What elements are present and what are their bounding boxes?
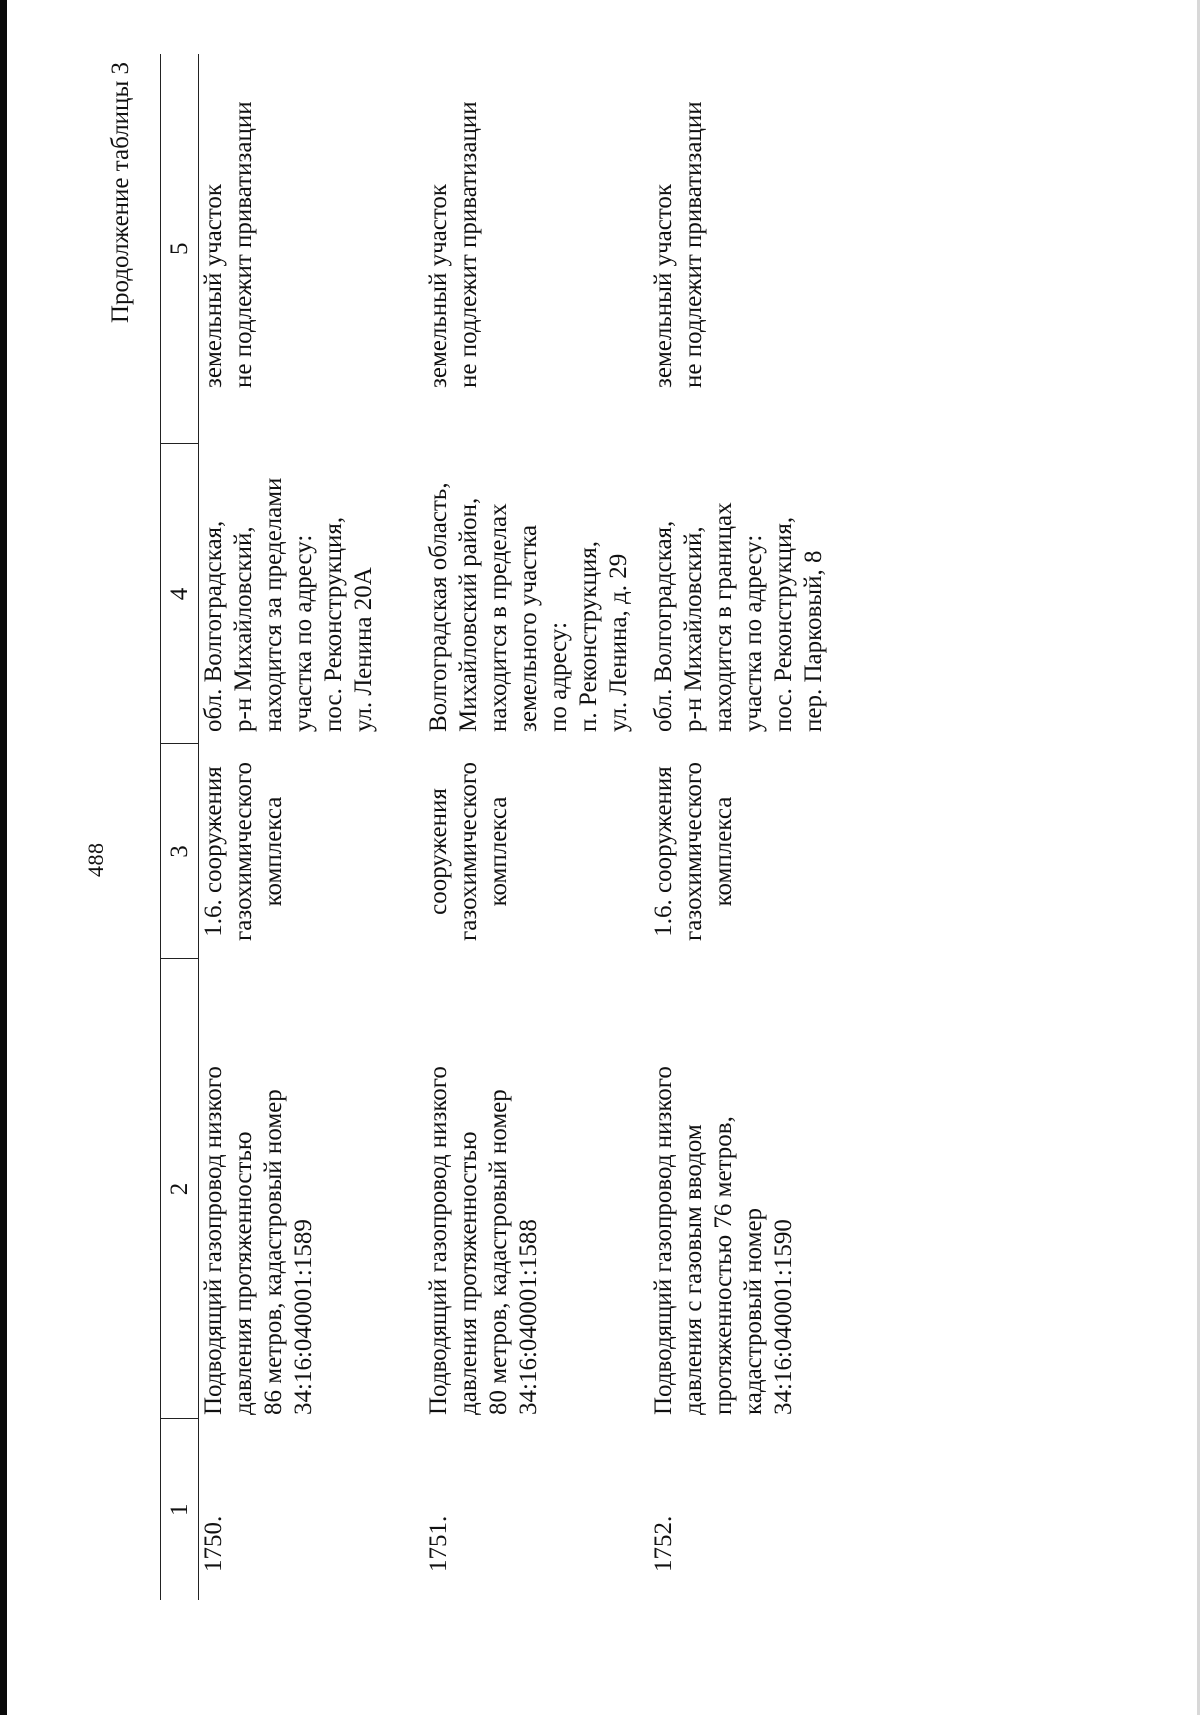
category-line: газохимического [230, 762, 257, 941]
object-name-line: 34:16:040001:1590 [770, 1219, 797, 1415]
address-line: обл. Волгоградская, [650, 520, 677, 732]
object-name-cell [199, 959, 425, 1419]
address-line: пер. Парковый, 8 [800, 550, 827, 732]
address-line: Михайловский район, [455, 497, 482, 732]
row-number-cell [199, 1419, 425, 1600]
property-table [160, 54, 874, 1600]
address-line: р-н Михайловский, [230, 526, 257, 732]
address-line: участка по адресу: [290, 534, 317, 732]
category-line: сооружения [425, 788, 452, 915]
note-cell [424, 54, 649, 444]
object-name-line: 86 метров, кадастровый номер [260, 1089, 287, 1415]
address-line: по адресу: [545, 621, 572, 732]
object-name-line: давления протяженностью [230, 1131, 257, 1415]
table-header-row [161, 54, 199, 1600]
category-line: комплекса [260, 796, 287, 907]
table-row [424, 54, 649, 1600]
header-col-5: 5 [161, 54, 199, 444]
category-cell [199, 744, 425, 959]
category-line: комплекса [710, 796, 737, 907]
object-name-line: Подводящий газопровод низкого [425, 1066, 452, 1415]
object-name-cell [424, 959, 649, 1419]
object-name-line: протяженностью 76 метров, [710, 1116, 737, 1415]
address-cell [199, 444, 425, 744]
page-number: 488 [83, 842, 108, 877]
note-line: земельный участок [200, 183, 227, 388]
note-cell [649, 54, 874, 444]
table-row [199, 54, 425, 1600]
address-line: обл. Волгоградская, [200, 520, 227, 732]
row-number-cell [424, 1419, 649, 1600]
address-line: ул. Ленина, д. 29 [605, 553, 632, 732]
note-cell [199, 54, 425, 444]
header-col-2: 2 [161, 959, 199, 1419]
category-line: 1.6. сооружения [200, 766, 227, 937]
object-name-line: Подводящий газопровод низкого [650, 1066, 677, 1415]
address-cell [649, 444, 874, 744]
row-number-cell [649, 1419, 874, 1600]
row-number: 1750. [200, 1515, 227, 1572]
address-line: ул. Ленина 20А [350, 567, 377, 732]
category-line: газохимического [680, 762, 707, 941]
category-cell [424, 744, 649, 959]
table-continuation-caption: Продолжение таблицы 3 [107, 62, 134, 324]
address-line: п. Реконструкция, [575, 541, 602, 732]
object-name-cell [649, 959, 874, 1419]
object-name-line: 80 метров, кадастровый номер [485, 1089, 512, 1415]
table-row [649, 54, 874, 1600]
row-number: 1752. [650, 1515, 677, 1572]
category-line: комплекса [485, 796, 512, 907]
note-line: земельный участок [650, 183, 677, 388]
header-col-3: 3 [161, 744, 199, 959]
row-number: 1751. [425, 1515, 452, 1572]
note-line: не подлежит приватизации [680, 101, 707, 388]
note-line: земельный участок [425, 183, 452, 388]
address-line: участка по адресу: [740, 534, 767, 732]
address-line: пос. Реконструкция, [770, 516, 797, 732]
object-name-line: Подводящий газопровод низкого [200, 1066, 227, 1415]
address-line: находится в пределах [485, 503, 512, 732]
header-col-4: 4 [161, 444, 199, 744]
object-name-line: кадастровый номер [740, 1207, 767, 1415]
category-line: 1.6. сооружения [650, 766, 677, 937]
address-line: находится за пределами [260, 477, 287, 732]
object-name-line: 34:16:040001:1589 [290, 1219, 317, 1415]
category-cell [649, 744, 874, 959]
header-col-1: 1 [161, 1419, 199, 1600]
object-name-line: давления с газовым вводом [680, 1124, 707, 1415]
note-line: не подлежит приватизации [455, 101, 482, 388]
object-name-line: давления протяженностью [455, 1131, 482, 1415]
note-line: не подлежит приватизации [230, 101, 257, 388]
object-name-line: 34:16:040001:1588 [515, 1219, 542, 1415]
address-line: пос. Реконструкция, [320, 516, 347, 732]
address-line: земельного участка [515, 524, 542, 732]
category-line: газохимического [455, 762, 482, 941]
address-line: Волгоградская область, [425, 482, 452, 732]
address-line: находится в границах [710, 502, 737, 732]
address-line: р-н Михайловский, [680, 526, 707, 732]
address-cell [424, 444, 649, 744]
